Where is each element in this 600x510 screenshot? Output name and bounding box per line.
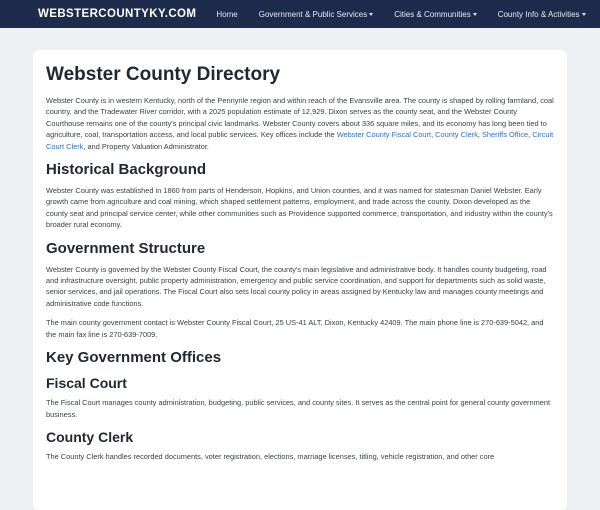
nav-item-cities-label: Cities & Communities <box>394 9 471 19</box>
fiscal-court-heading: Fiscal Court <box>46 375 127 392</box>
site-brand-logo[interactable]: WEBSTERCOUNTYKY.COM <box>38 8 197 20</box>
intro-text-end: , and Property Valuation Administrator. <box>83 141 209 151</box>
intro-separator-1: , <box>431 130 436 140</box>
nav-item-government-public-services[interactable] <box>259 10 374 19</box>
intro-separator-2: , <box>477 130 482 140</box>
directory-content-card <box>33 50 567 510</box>
intro-paragraph <box>46 95 554 152</box>
nav-item-home[interactable] <box>216 10 237 19</box>
government-structure-text: Webster County is governed by the Webster County Fiscal Court, the county's main legislative and administrative body. It handles county budgeting, road and infrastructure oversight, public property administration, emergency and public service coordination, and support for departments such as solid waste, senior services, and jail operations. The Fiscal Court also sets local county policy in areas assigned by Kentucky law and manages county meetings and administrative code functions. <box>46 264 547 308</box>
nav-item-county-info-activities[interactable] <box>498 10 586 19</box>
nav-item-cities-communities[interactable] <box>394 10 476 19</box>
chevron-down-icon <box>369 13 373 16</box>
intro-separator-3: , <box>528 130 533 140</box>
government-structure-heading: Government Structure <box>46 239 206 257</box>
top-navbar <box>0 0 600 28</box>
nav-item-county-info-label: County Info & Activities <box>497 9 580 19</box>
county-clerk-text: The County Clerk handles recorded documents, voter registration, elections, marriage licenses, titling, vehicle registration, and other core <box>46 451 495 461</box>
chevron-down-icon <box>582 13 586 16</box>
fiscal-court-link[interactable]: Webster County Fiscal Court <box>336 130 432 140</box>
historical-background-text: Webster County was established in 1860 from parts of Henderson, Hopkins, and Union counties, and it was named for statesman Daniel Webster. Early growth came from agriculture and coal mining, which shaped settlement patterns, employment, and trade across the county. Dixon developed as the county seat and principal service center, while other communities such as Providence supported commerce, transportation, and industry within the county's broader rural economy. <box>46 186 553 230</box>
intro-text: Webster County is in western Kentucky, north of the Pennyrile region and within reach of the Evansville area. The county is shaped by rolling farmland, coal country, and the Tradewater River corridor, with a 2025 population estimate of 12,929. Dixon serves as the county seat, and the Webster County Courthouse remains one of the county's principal civic landmarks. Webster County covers about 336 square miles, and its economy has long been tied to agriculture, coal, transportation access, and local public services. Key offices include the <box>46 96 554 140</box>
historical-background-heading: Historical Background <box>46 161 207 179</box>
county-clerk-link[interactable]: County Clerk <box>435 130 478 140</box>
chevron-down-icon <box>473 13 477 16</box>
sheriffs-office-link[interactable]: Sheriffs Office <box>482 130 529 140</box>
nav-item-government-label: Government & Public Services <box>258 9 368 19</box>
county-clerk-heading: County Clerk <box>46 428 134 445</box>
nav-item-home-label: Home <box>216 9 238 19</box>
page-title: Webster County Directory <box>46 64 281 85</box>
government-contact-text: The main county government contact is Webster County Fiscal Court, 25 US-41 ALT, Dixon, Kentucky 42409. The main phone line is 270-639-5042, and the main fax line is 270-639-7009. <box>46 318 544 339</box>
key-government-offices-heading: Key Government Offices <box>46 349 222 367</box>
fiscal-court-text: The Fiscal Court manages county administration, budgeting, public services, and county sites. It serves as the central point for general county government business. <box>46 398 551 419</box>
circuit-court-clerk-link[interactable]: Circuit Court Clerk <box>46 130 554 151</box>
